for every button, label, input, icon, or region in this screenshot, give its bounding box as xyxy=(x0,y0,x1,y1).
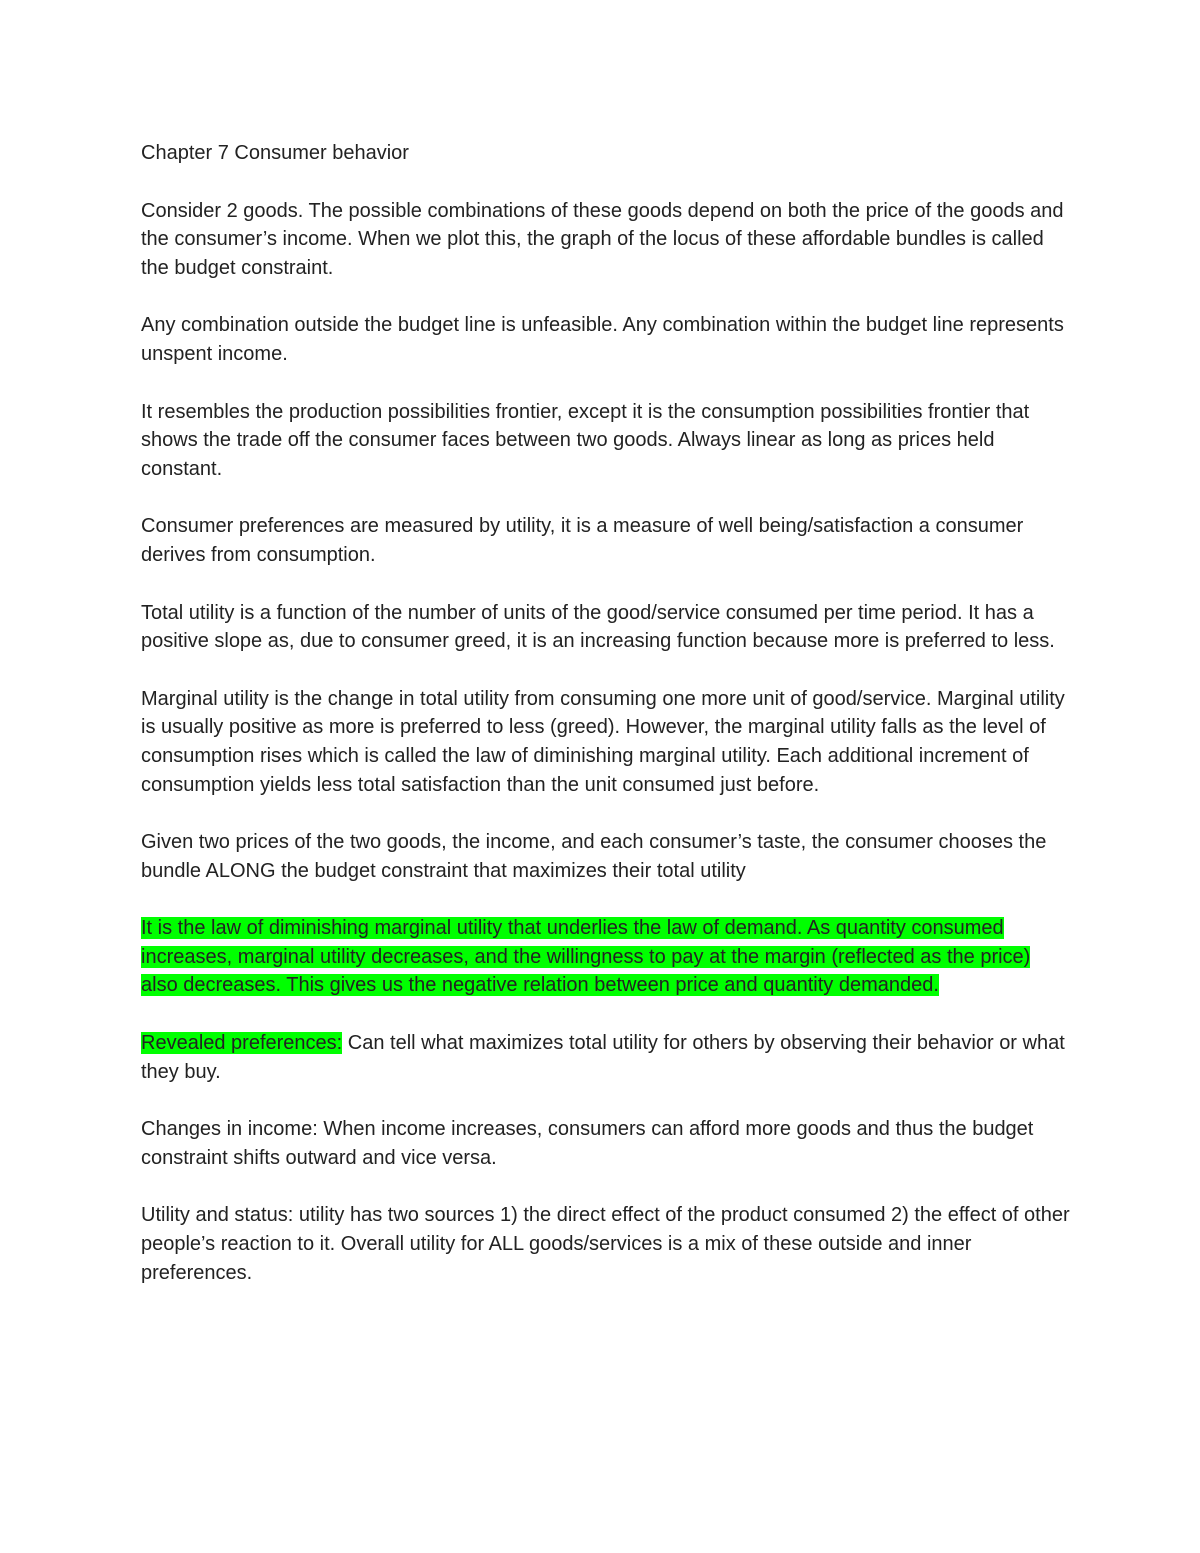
paragraph-revealed-preferences xyxy=(141,1029,1071,1086)
paragraph-text: Given two prices of the two goods, the income, and each consumer’s taste, the consumer chooses the bundle ALONG the budget constraint that maximizes their total utility xyxy=(141,831,1047,882)
paragraph-utility-and-status xyxy=(141,1201,1071,1287)
paragraph-consumer-preferences xyxy=(141,512,1071,569)
paragraph-budget-line xyxy=(141,311,1071,368)
document-title: Chapter 7 Consumer behavior xyxy=(141,142,409,164)
highlighted-text: It is the law of diminishing marginal utility that underlies the law of demand. As quantity consumed increases, marginal utility decreases, and the willingness to pay at the margin (reflected as the price) also decreases. This gives us the negative relation between price and quantity demanded. xyxy=(141,917,1031,997)
highlighted-term: Revealed preferences: xyxy=(141,1032,343,1055)
paragraph-text: Any combination outside the budget line is unfeasible. Any combination within the budget line represents unspent income. xyxy=(141,314,1064,365)
paragraph-marginal-utility xyxy=(141,685,1071,799)
paragraph-text: Can tell what maximizes total utility for others by observing their behavior or what they buy. xyxy=(141,1032,1065,1083)
paragraph-text: Total utility is a function of the number of units of the good/service consumed per time period. It has a positive slope as, due to consumer greed, it is an increasing function because more is preferred to less. xyxy=(141,601,1055,653)
paragraph-changes-in-income xyxy=(141,1115,1071,1172)
paragraph-text: Marginal utility is the change in total utility from consuming one more unit of good/service. Marginal utility is usually positive as more is preferred to less (greed). However, the marginal utility falls as the level of consumption rises which is called the law of diminishing marginal utility. Each additional increment of consumption yields less total satisfaction than the unit consumed just before. xyxy=(141,687,1065,796)
paragraph-text: It resembles the production possibilities frontier, except it is the consumption possibilities frontier that shows the trade off the consumer faces between two goods. Always linear as long as prices held constant. xyxy=(141,400,1030,480)
paragraph-text: Utility and status: utility has two sources 1) the direct effect of the product consumed 2) the effect of other people’s reaction to it. Overall utility for ALL goods/services is a mix of these outside and inner preferences. xyxy=(141,1204,1070,1284)
paragraph-text: Changes in income: When income increases, consumers can afford more goods and thus the budget constraint shifts outward and vice versa. xyxy=(141,1118,1034,1169)
paragraph-consumer-choice xyxy=(141,828,1071,885)
paragraph-possibilities-frontier xyxy=(141,398,1071,484)
paragraph-budget-constraint xyxy=(141,197,1071,283)
document-page xyxy=(141,139,1071,1316)
paragraph-text: Consumer preferences are measured by utility, it is a measure of well being/satisfaction a consumer derives from consumption. xyxy=(141,515,1024,566)
paragraph-law-of-demand xyxy=(141,914,1071,1000)
paragraph-text: Consider 2 goods. The possible combinations of these goods depend on both the price of the goods and the consumer’s income. When we plot this, the graph of the locus of these affordable bundles is called the budget constraint. xyxy=(141,199,1064,279)
paragraph-total-utility xyxy=(141,599,1071,656)
